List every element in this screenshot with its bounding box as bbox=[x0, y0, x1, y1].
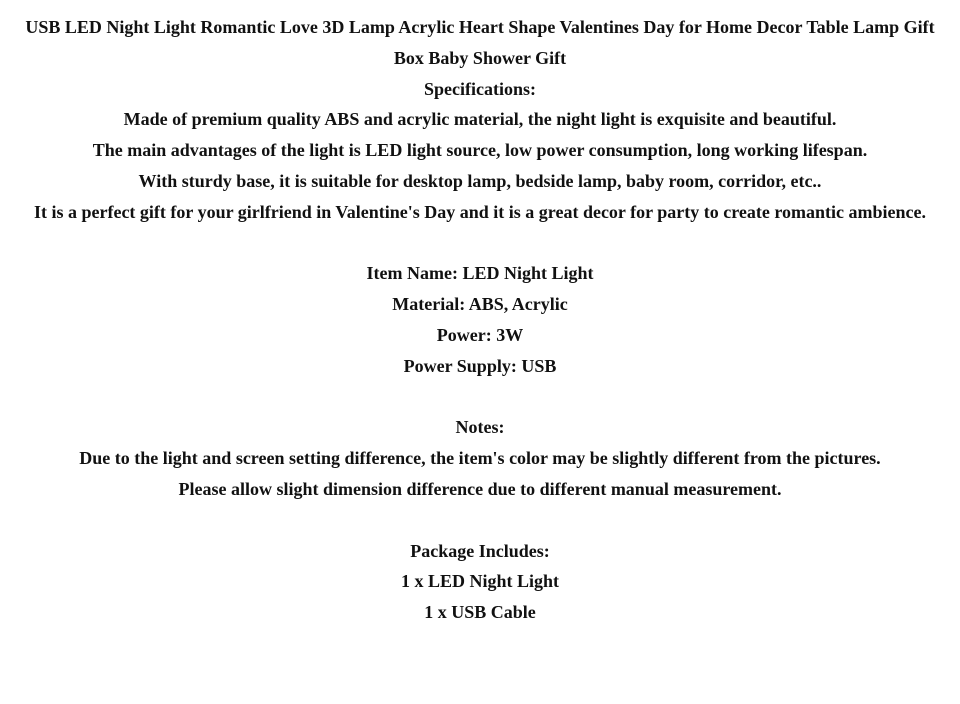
detail-material: Material: ABS, Acrylic bbox=[392, 294, 568, 315]
detail-power-supply: Power Supply: USB bbox=[403, 355, 557, 376]
spec-line-gift: It is a perfect gift for your girlfriend in Valentine's Day and it is a great decor for party to create romantic ambience. bbox=[33, 201, 927, 222]
note-line-dimension: Please allow slight dimension difference due to different manual measurement. bbox=[178, 478, 782, 499]
package-heading: Package Includes: bbox=[410, 540, 550, 561]
spec-line-advantages: The main advantages of the light is LED light source, low power consumption, long working lifespan. bbox=[92, 140, 868, 161]
detail-item-name: Item Name: LED Night Light bbox=[366, 263, 594, 284]
package-item-usb-cable: 1 x USB Cable bbox=[424, 602, 536, 623]
package-item-night-light: 1 x LED Night Light bbox=[400, 571, 560, 592]
spec-line-base: With sturdy base, it is suitable for desktop lamp, bedside lamp, baby room, corridor, etc.. bbox=[138, 170, 822, 191]
spec-line-material: Made of premium quality ABS and acrylic material, the night light is exquisite and beautiful. bbox=[123, 109, 837, 130]
note-line-color: Due to the light and screen setting difference, the item's color may be slightly different from the pictures. bbox=[79, 448, 881, 469]
product-title: USB LED Night Light Romantic Love 3D Lamp Acrylic Heart Shape Valentines Day for Home Decor Table Lamp Gift Box Baby Shower Gift bbox=[25, 17, 935, 68]
specifications-heading: Specifications: bbox=[424, 78, 536, 99]
blank-spacer bbox=[12, 505, 948, 536]
blank-spacer bbox=[12, 382, 948, 413]
notes-heading: Notes: bbox=[455, 417, 505, 438]
detail-power: Power: 3W bbox=[436, 324, 524, 345]
blank-spacer bbox=[12, 228, 948, 259]
product-description bbox=[12, 0, 948, 628]
